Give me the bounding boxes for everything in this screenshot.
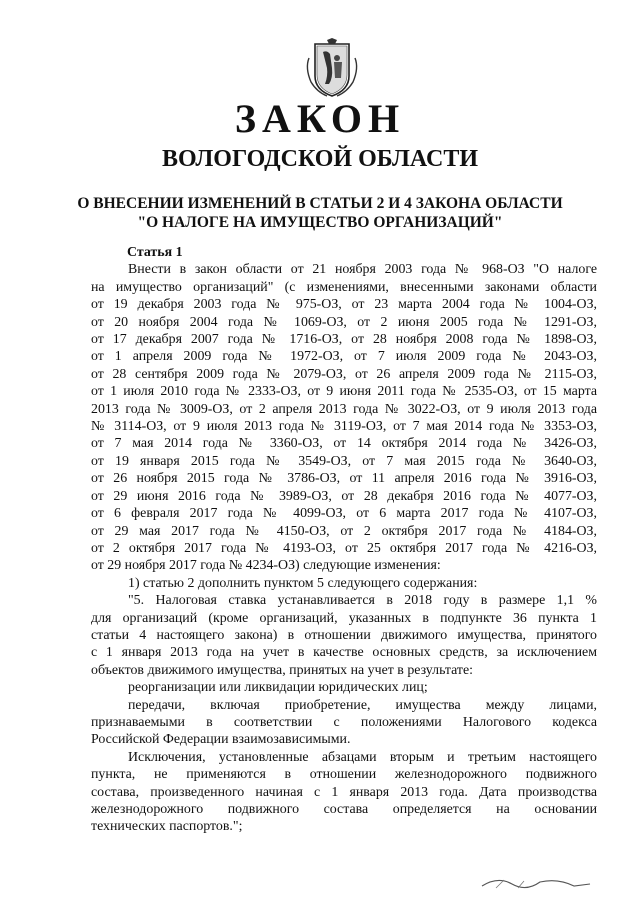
text-line: состава, произведенного начиная с 1 января 2013 года. Дата производства	[91, 784, 597, 800]
text-line: от 6 февраля 2017 года № 4099-ОЗ, от 6 марта 2017 года № 4107-ОЗ,	[91, 506, 597, 522]
text-line: от 29 ноября 2017 года № 4234-ОЗ) следующие изменения:	[91, 558, 441, 574]
paragraph-reorganization	[91, 679, 597, 696]
text-line: от 17 декабря 2007 года № 1716-ОЗ, от 28 ноября 2008 года № 1898-ОЗ,	[91, 332, 597, 348]
paragraph-item-1	[91, 575, 597, 592]
text-line: от 1 апреля 2009 года № 1972-ОЗ, от 7 июля 2009 года № 2043-ОЗ,	[91, 349, 597, 365]
signature-mark-icon	[478, 872, 596, 892]
text-line: № 3114-ОЗ, от 9 июля 2013 года № 3119-ОЗ, от 7 мая 2014 года № 3353-ОЗ,	[91, 419, 597, 435]
document-body	[91, 244, 597, 836]
text-line: от 19 декабря 2003 года № 975-ОЗ, от 23 марта 2004 года № 1004-ОЗ,	[91, 297, 597, 313]
text-line: 1) статью 2 дополнить пунктом 5 следующего содержания:	[128, 575, 478, 591]
text-line: от 1 июля 2010 года № 2333-ОЗ, от 9 июня 2011 года № 2535-ОЗ, от 15 марта	[91, 384, 597, 400]
text-line: статьи 4 настоящего закона) в отношении движимого имущества, принятого	[91, 627, 597, 643]
paragraph-amendment-intro	[91, 261, 597, 574]
paragraph-exceptions	[91, 749, 597, 836]
text-line: от 20 ноября 2004 года № 1069-ОЗ, от 2 июня 2005 года № 1291-ОЗ,	[91, 314, 597, 330]
text-line: Внести в закон области от 21 ноября 2003 года № 968-ОЗ "О налоге	[128, 262, 597, 278]
paragraph-transfer	[91, 697, 597, 749]
text-line: с 1 января 2013 года на учет в качестве основных средств, за исключением	[91, 645, 597, 661]
text-line: Исключения, установленные абзацами вторым и третьим настоящего	[128, 749, 597, 765]
coat-of-arms-icon	[297, 38, 367, 98]
law-heading	[60, 194, 580, 232]
text-line: от 26 ноября 2015 года № 3786-ОЗ, от 11 апреля 2016 года № 3916-ОЗ,	[91, 471, 597, 487]
text-line: 2013 года № 3009-ОЗ, от 2 апреля 2013 года № 3022-ОЗ, от 9 июля 2013 года	[91, 401, 597, 417]
article-title: Статья 1	[127, 245, 183, 260]
text-line: реорганизации или ликвидации юридических лиц;	[128, 680, 428, 696]
heading-line: О ВНЕСЕНИИ ИЗМЕНЕНИЙ В СТАТЬИ 2 И 4 ЗАКОНА ОБЛАСТИ	[77, 195, 563, 212]
text-line: пункта, не применяются в отношении железнодорожного подвижного	[91, 767, 597, 783]
text-line: передачи, включая приобретение, имущества между лицами,	[128, 697, 597, 713]
heading-line: "О НАЛОГЕ НА ИМУЩЕСТВО ОРГАНИЗАЦИЙ"	[137, 214, 503, 231]
text-line: технических паспортов.";	[91, 819, 243, 835]
paragraph-point-5	[91, 592, 597, 679]
law-title: ЗАКОН	[234, 96, 406, 141]
text-line: от 19 января 2015 года № 3549-ОЗ, от 7 мая 2015 года № 3640-ОЗ,	[91, 453, 597, 469]
text-line: от 2 октября 2017 года № 4193-ОЗ, от 25 октября 2017 года № 4216-ОЗ,	[91, 540, 597, 556]
text-line: для организаций (кроме организаций, указанных в подпункте 36 пункта 1	[91, 610, 597, 626]
text-line: железнодорожного подвижного состава определяется на основании	[91, 802, 597, 817]
text-line: объектов движимого имущества, принятых на учет в результате:	[91, 662, 474, 678]
text-line: признаваемыми в соответствии с положениями Налогового кодекса	[91, 714, 597, 730]
text-line: от 28 сентября 2009 года № 2079-ОЗ, от 26 апреля 2009 года № 2115-ОЗ,	[91, 366, 597, 382]
text-line: "5. Налоговая ставка устанавливается в 2018 году в размере 1,1 %	[128, 593, 597, 609]
text-line: от 29 июня 2016 года № 3989-ОЗ, от 28 декабря 2016 года № 4077-ОЗ,	[91, 488, 597, 504]
text-line: от 29 мая 2017 года № 4150-ОЗ, от 2 октября 2017 года № 4184-ОЗ,	[91, 523, 597, 539]
text-line: Российской Федерации взаимозависимыми.	[91, 732, 351, 748]
region-subtitle: ВОЛОГОДСКОЙ ОБЛАСТИ	[161, 146, 479, 172]
text-line: на имущество организаций" (с изменениями, внесенными законами области	[91, 279, 597, 295]
text-line: от 7 мая 2014 года № 3360-ОЗ, от 14 октября 2014 года № 3426-ОЗ,	[91, 436, 597, 452]
